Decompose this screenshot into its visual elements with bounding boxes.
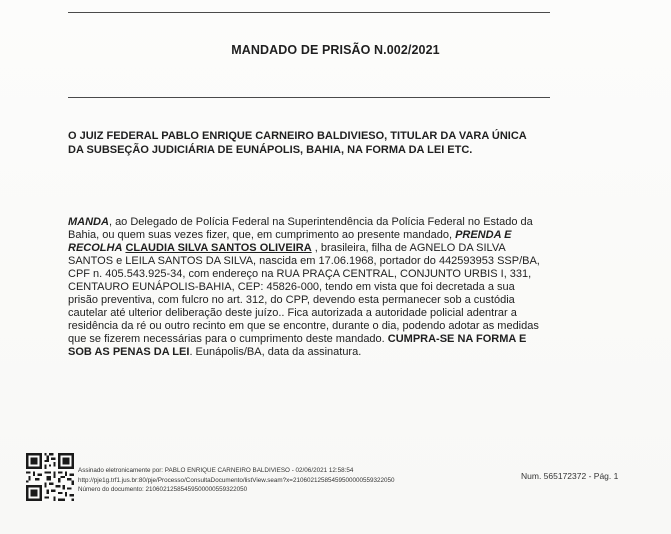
document-number: Número do documento: 21060212585459500000559322050 — [78, 486, 248, 493]
signature-line: Assinado eletronicamente por: PABLO ENRIQUE CARNEIRO BALDIVIESO - 02/06/2021 12:58:54 — [78, 467, 354, 474]
body-line: prisão preventiva, com fulcro no art. 312, do CPP, devendo esta permanecer sob a custódia — [68, 294, 515, 306]
page-number: Num. 565172372 - Pág. 1 — [521, 471, 619, 481]
body-line — [68, 242, 558, 255]
warrant-body — [68, 216, 558, 359]
order-keyword: RECOLHA — [68, 242, 123, 254]
judge-header-line: DA SUBSEÇÃO JUDICIÁRIA DE EUNÁPOLIS, BAHIA, NA FORMA DA LEI ETC. — [68, 144, 473, 156]
body-line — [68, 229, 558, 242]
body-line: CPF n. 405.543.925-34, com endereço na RUA PRAÇA CENTRAL, CONJUNTO URBIS I, 331, — [68, 268, 532, 280]
closing-keyword: CUMPRA-SE NA FORMA E — [387, 333, 527, 345]
body-line — [68, 346, 558, 359]
body-line: residência da ré ou outro recinto em que se encontre, durante o dia, podendo adotar as medidas — [68, 320, 539, 332]
closing-keyword: SOB AS PENAS DA LEI — [68, 346, 190, 358]
title-divider — [68, 97, 550, 98]
signature-footer — [78, 466, 395, 495]
body-text: que se fizerem necessárias para o cumprimento deste mandado. — [68, 333, 388, 345]
body-text: . Eunápolis/BA, data da assinatura. — [189, 346, 362, 358]
body-line: cautelar até ulterior deliberação deste juízo.. Fica autorizada a autoridade policial adentrar a — [68, 307, 517, 319]
body-line — [68, 333, 558, 346]
judge-header-line: O JUIZ FEDERAL PABLO ENRIQUE CARNEIRO BALDIVIESO, TITULAR DA VARA ÚNICA — [68, 130, 527, 142]
subject-name: CLAUDIA SILVA SANTOS OLIVEIRA — [125, 242, 312, 254]
top-divider — [68, 12, 550, 13]
body-text: , brasileira, filha de AGNELO DA SILVA — [311, 242, 506, 254]
document-title: MANDADO DE PRISÃO N.002/2021 — [231, 43, 440, 57]
document-url-link[interactable]: http://pje1g.trf1.jus.br:80/pje/Processo/ConsultaDocumento/listView.seam?x=21060212585459500000559322050 — [78, 476, 395, 484]
body-line: SANTOS e LEILA SANTOS DA SILVA, nascida em 17.06.1968, portador do 442593953 SSP/BA, — [68, 255, 540, 267]
order-keyword: PRENDA E — [455, 229, 512, 241]
qr-code-icon — [26, 453, 74, 501]
body-text: Bahia, ou quem suas vezes fizer, que, em cumprimento ao presente mandado, — [68, 229, 456, 241]
body-line: CENTAURO EUNÁPOLIS-BAHIA, CEP: 45826-000, tendo em vista que foi decretada a sua — [68, 281, 515, 293]
body-line — [68, 216, 558, 229]
manda-keyword: MANDA — [68, 216, 109, 228]
body-text: , ao Delegado de Polícia Federal na Superintendência da Polícia Federal no Estado da — [108, 216, 533, 228]
judge-header — [68, 129, 558, 157]
